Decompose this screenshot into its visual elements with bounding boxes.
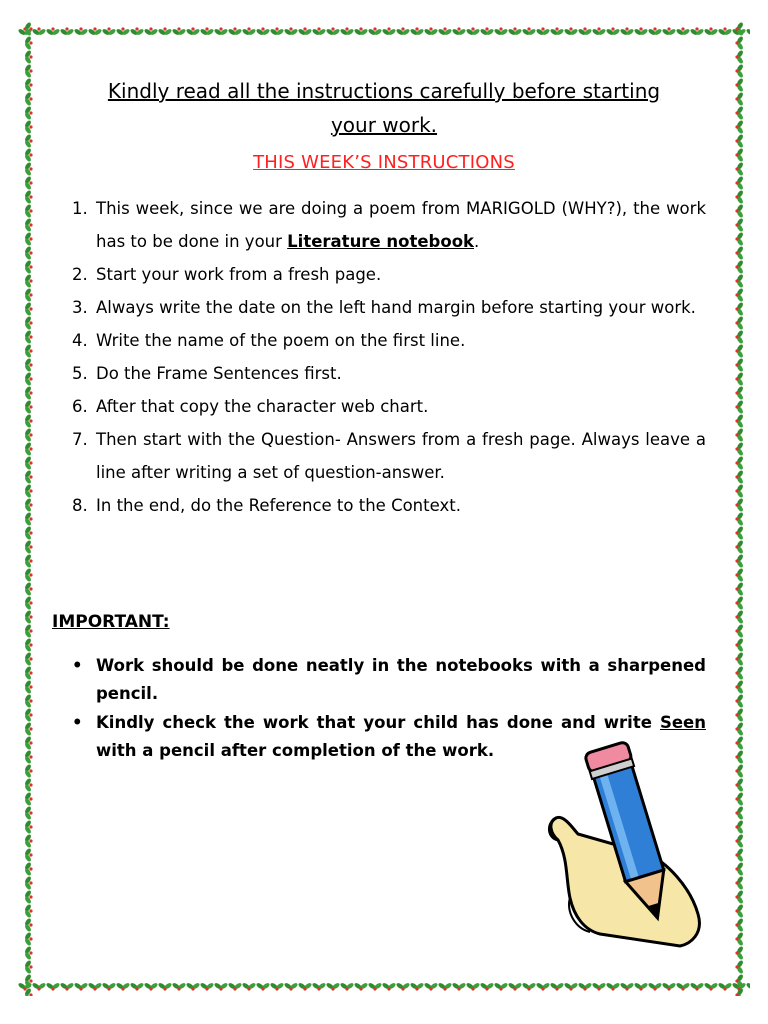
instruction-text-part: . <box>474 232 480 251</box>
instruction-text: In the end, do the Reference to the Context. <box>96 496 461 515</box>
instruction-number: 3. <box>72 298 88 317</box>
instruction-number: 4. <box>72 331 88 350</box>
instruction-item <box>72 423 706 489</box>
decorative-border-right <box>730 22 750 996</box>
seen-emphasis: Seen <box>659 713 706 732</box>
bullet-icon: • <box>72 713 83 732</box>
instruction-item <box>72 390 706 423</box>
instruction-number: 5. <box>72 364 88 383</box>
important-text-part: with a pencil after completion of the work. <box>96 741 495 760</box>
instruction-number: 1. <box>72 199 88 218</box>
instruction-text: Always write the date on the left hand margin before starting your work. <box>96 298 696 317</box>
notebook-emphasis: Literature notebook <box>287 232 474 251</box>
bullet-icon: • <box>72 656 83 675</box>
instruction-text <box>96 192 706 258</box>
instruction-text: Do the Frame Sentences first. <box>96 364 342 383</box>
instruction-item <box>72 192 706 258</box>
instruction-item <box>72 324 706 357</box>
instruction-number: 8. <box>72 496 88 515</box>
instruction-item <box>72 291 706 324</box>
instruction-text: After that copy the character web chart. <box>96 397 429 416</box>
heading-line-1: Kindly read all the instructions carefully before starting <box>107 79 661 103</box>
decorative-border-top <box>18 22 750 42</box>
important-text: Work should be done neatly in the notebooks with a sharpened pencil. <box>96 656 706 703</box>
important-text-part: Kindly check the work that your child has done and write <box>96 713 660 732</box>
instruction-list <box>72 192 706 522</box>
decorative-border-left <box>18 22 38 996</box>
important-label: IMPORTANT: <box>52 612 170 632</box>
instruction-text: Write the name of the poem on the first line. <box>96 331 466 350</box>
decorative-border-bottom <box>18 976 750 996</box>
instruction-text: Then start with the Question- Answers from a fresh page. Always leave a line after writing a set of question-answer. <box>96 430 706 482</box>
instruction-text: Start your work from a fresh page. <box>96 265 382 284</box>
instruction-number: 6. <box>72 397 88 416</box>
instruction-item <box>72 489 706 522</box>
page-heading <box>48 74 720 142</box>
pencil-paper-icon <box>540 738 710 958</box>
important-item <box>72 652 706 708</box>
instruction-item <box>72 258 706 291</box>
instruction-text-part: This week, since we are doing a poem from MARIGOLD (WHY?), the work has to be done in your <box>96 199 706 251</box>
instruction-item <box>72 357 706 390</box>
instruction-number: 2. <box>72 265 88 284</box>
section-title: THIS WEEK’S INSTRUCTIONS <box>253 152 515 173</box>
heading-line-2: your work. <box>330 113 438 137</box>
instruction-number: 7. <box>72 430 88 449</box>
